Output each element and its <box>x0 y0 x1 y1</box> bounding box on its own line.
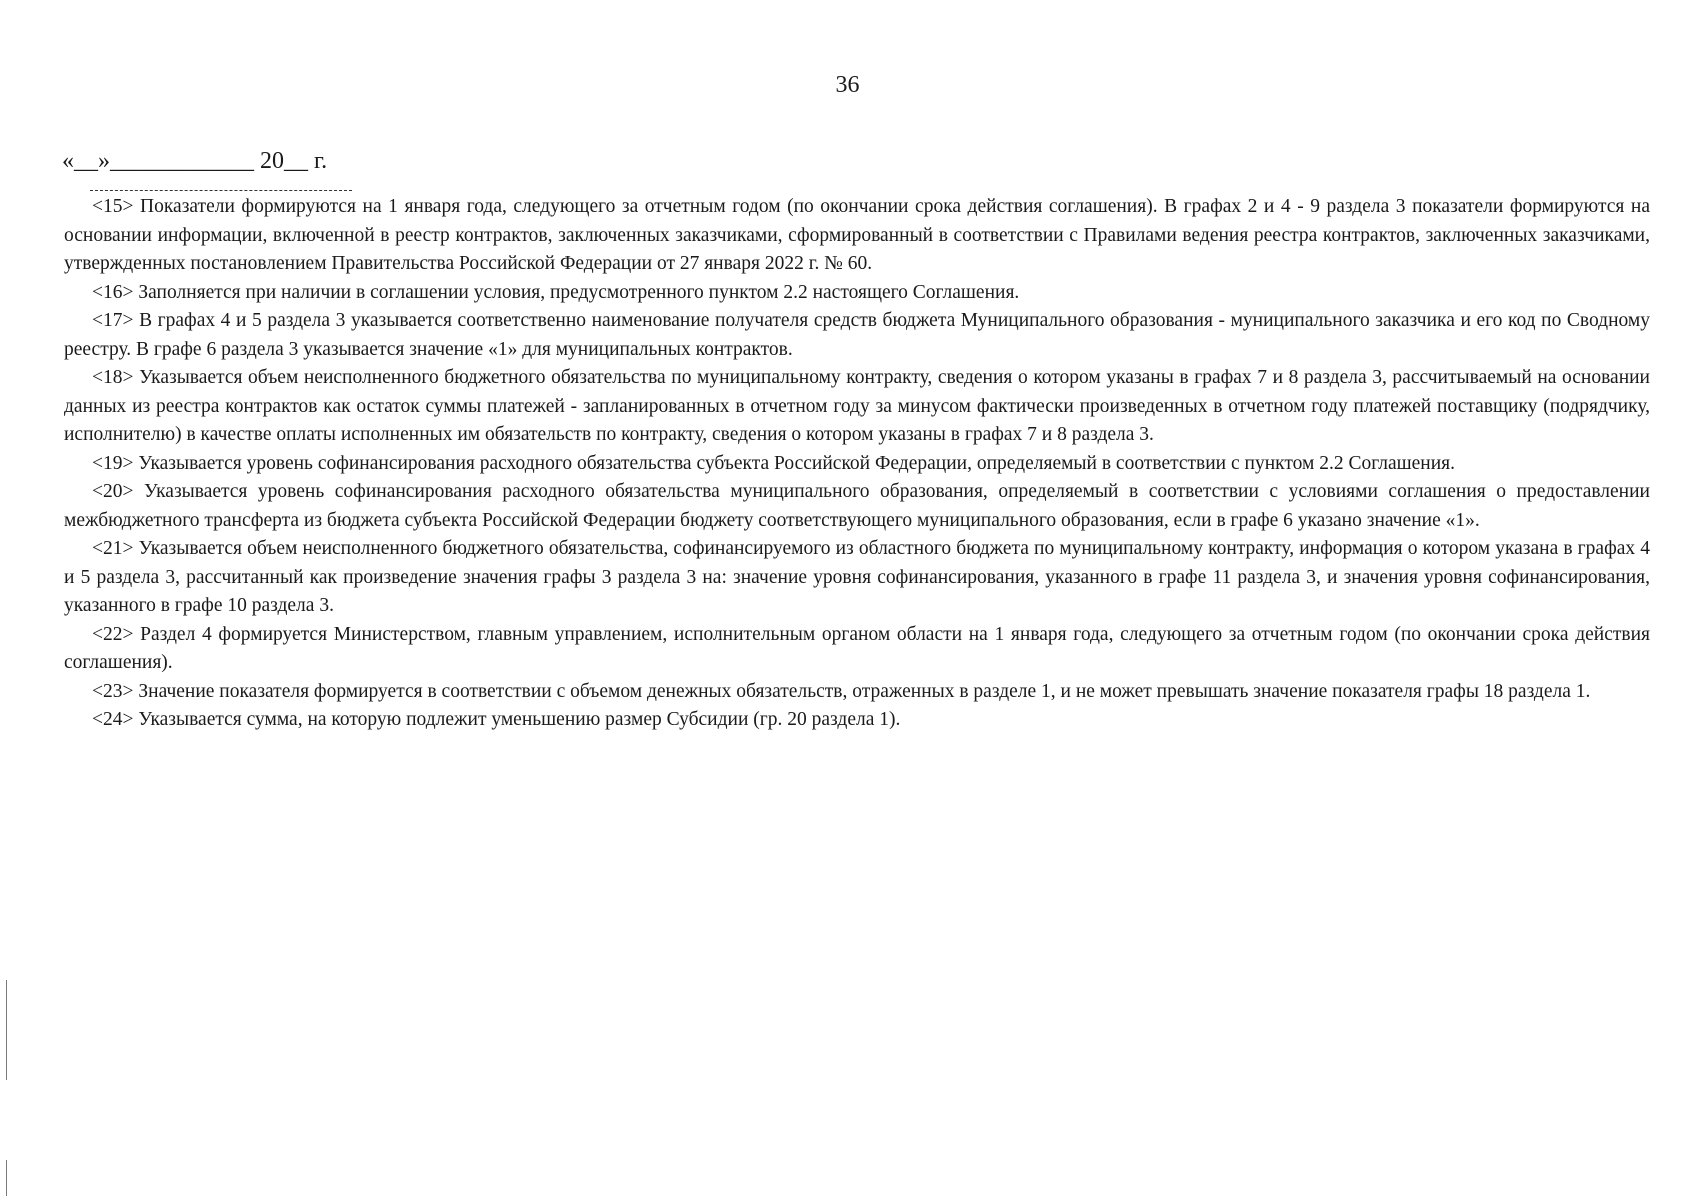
footnotes-list <box>64 193 1650 735</box>
scan-edge-line <box>6 980 7 1080</box>
footnote-22: <22> Раздел 4 формируется Министерством, главным управлением, исполнительным органом области на 1 января года, следующего за отчетным годом (по окончании срока действия соглашения). <box>64 623 1650 673</box>
footnote-19: <19> Указывается уровень софинансирования расходного обязательства субъекта Российской Федерации, определяемый в соответствии с пунктом 2.2 Соглашения. <box>92 452 1456 474</box>
page-number: 36 <box>835 72 860 98</box>
footnote-separator <box>90 190 352 191</box>
footnote-21: <21> Указывается объем неисполненного бюджетного обязательства, софинансируемого из областного бюджета по муниципальному контракту, информация о котором указана в графах 4 и 5 раздела 3, рассчитанный как произведение значения графы 3 раздела 3 на: значение уровня софинансирования, указанного в графе 11 раздела 3, и значения уровня софинансирования, указанного в графе 10 раздела 3. <box>64 538 1650 616</box>
footnote-15: <15> Показатели формируются на 1 января года, следующего за отчетным годом (по окончании срока действия соглашения). В графах 2 и 4 - 9 раздела 3 показатели формируются на основании информации, включенной в реестр контрактов, заключенных заказчиками, сформированный в соответствии с Правилами ведения реестра контрактов, заключенных заказчиками, утвержденных постановлением Правительства Российской Федерации от 27 января 2022 г. № 60. <box>64 196 1650 274</box>
footnote-16: <16> Заполняется при наличии в соглашении условия, предусмотренного пунктом 2.2 настоящего Соглашения. <box>92 281 1020 303</box>
footnote-23: <23> Значение показателя формируется в соответствии с объемом денежных обязательств, отраженных в разделе 1, и не может превышать значение показателя графы 18 раздела 1. <box>92 680 1591 702</box>
footnote-20: <20> Указывается уровень софинансирования расходного обязательства муниципального образования, определяемый в соответствии с условиями соглашения о предоставлении межбюджетного трансферта из бюджета субъекта Российской Федерации бюджету соответствующего муниципального образования, если в графе 6 указано значение «1». <box>64 481 1650 531</box>
scan-edge-line <box>6 1160 7 1196</box>
date-line: «__»____________ 20__ г. <box>62 148 328 174</box>
footnote-17: <17> В графах 4 и 5 раздела 3 указывается соответственно наименование получателя средств бюджета Муниципального образования - муниципального заказчика и его код по Сводному реестру. В графе 6 раздела 3 указывается значение «1» для муниципальных контрактов. <box>64 310 1650 360</box>
footnote-18: <18> Указывается объем неисполненного бюджетного обязательства по муниципальному контракту, сведения о котором указаны в графах 7 и 8 раздела 3, рассчитываемый на основании данных из реестра контрактов как остаток суммы платежей - запланированных в отчетном году за минусом фактически произведенных в отчетном году платежей поставщику (подрядчику, исполнителю) в качестве оплаты исполненных им обязательств по контракту, сведения о котором указаны в графах 7 и 8 раздела 3. <box>64 367 1650 445</box>
footnote-24: <24> Указывается сумма, на которую подлежит уменьшению размер Субсидии (гр. 20 раздела 1). <box>92 709 901 730</box>
